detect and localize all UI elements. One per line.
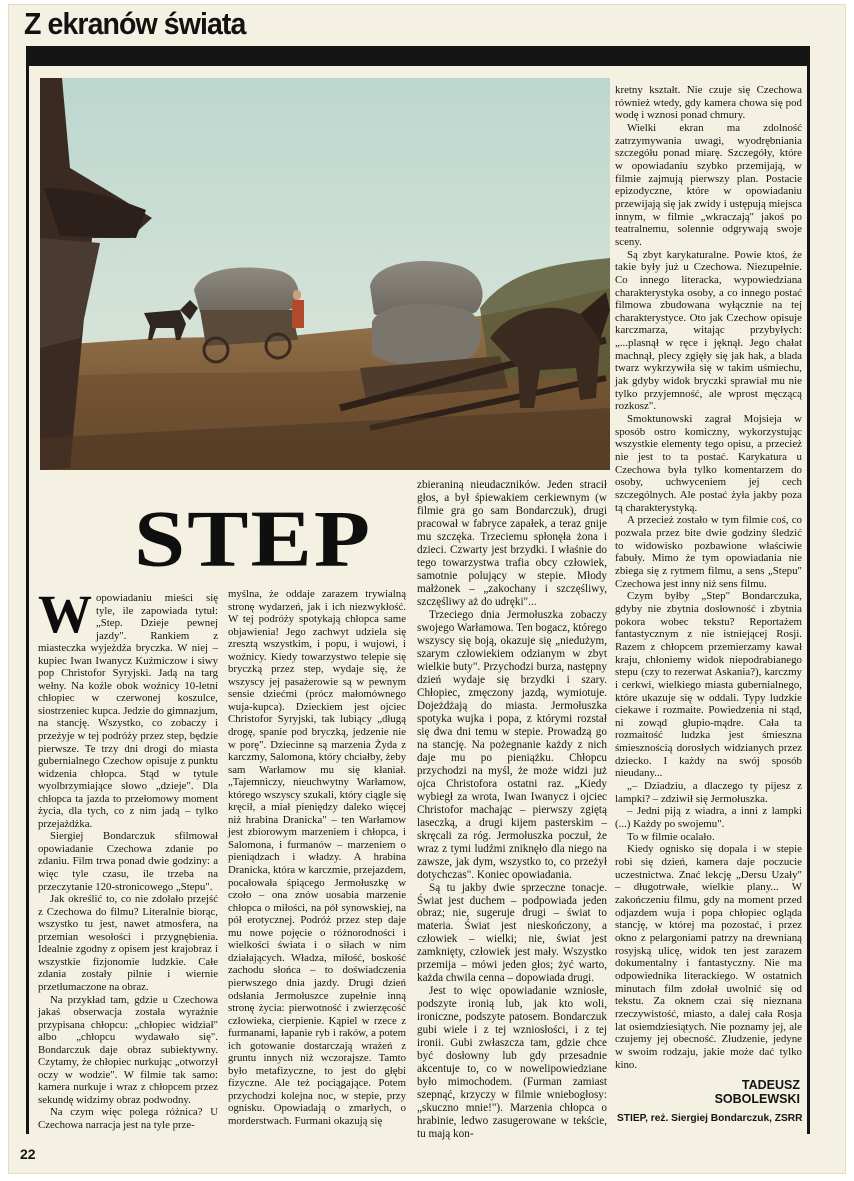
author-signature (680, 1078, 800, 1106)
text-column-4 (615, 84, 802, 1071)
paragraph: Są zbyt karykaturalne. Powie ktoś, że takie były już u Czechowa. Niezupełnie. Co innego literacka, wypowiedziana charakterystyka osoby, a co innego postać filmowa zbudowana wyłącznie na tej charakterystyce. Oto jak Czechow opisuje karczmarza, witając przybyłych: „...plasnął w ręce i jęknął. Jego chałat machnął, plecy zgięły się jak hak, a blada twarz wykrzywiła się w takim uśmiechu, jak gdyby widok bryczki sprawiał mu nie tylko przyjemność, ale wprost męczącą rozkosz". (615, 248, 802, 413)
paragraph: Jest to więc opowiadanie wzniosłe, podszyte ironią lub, jak kto woli, ironiczne, podszyte patosem. Bondarczuk gubi wiele i z tej wzniosłości, i z tej ironii. Gubi zwłaszcza tam, gdzie chce być dosłowny lub gdy przesadnie akcentuje to, co w nowelipowiedziane było mimochodem. (Furman zamiast szepnąć, krzyczy w filmie wniebogłosy: „skuczno mnie!"). Marzenia chłopca o hrabinie, ledwo zasugerowane w tekście, tu mają kon- (417, 985, 607, 1141)
paragraph: Trzeciego dnia Jermołuszka zobaczy swojego Warłamowa. Ten bogacz, którego wszyscy się boją, okazuje się „niedużym, szarym człowiekiem odzianym w zbyt wielkie buty". Przychodzi burza, następny dzień wydaje się brzydki i szary. Chłopiec, zmęczony jazdą, wymiotuje. Dojeżdżają do miasta. Jermołuszka spotyka wujka i popa, z którymi rozstał się dwa dni temu w stepie. Prowadzą go na stancję. Na pożegnanie każdy z nich daje mu po pieniążku. Chłopcu przychodzi na myśl, że może widzi już ojca Christofora ostatni raz. „Kiedy wybiegł za wrota, Iwan Iwanycz i ojciec Christofor machając – pierwszy zgiętą laseczką, a drugi kijem pasterskim – skręcali za róg. Jermołuszka poczuł, że wraz z tymi ludźmi zniknęło dla niego na zawsze, jak dym, wszystko to, co przeżył dotychczas". Koniec opowiadania. (417, 608, 607, 881)
paragraph: Są tu jakby dwie sprzeczne tonacje. Świat jest duchem – podpowiada jeden obraz; nie, sugeruje drugi – świat to materia. Świat jest nieskończony, a człowiek – wielki; nie, świat jest zamknięty, człowiek jest mały. Wszystko przemija – mówi jeden głos; żyć warto, każda chwila cenna – dopowiada drugi. (417, 881, 607, 985)
paragraph: „– Dziadziu, a dlaczego ty pijesz z lampki? – zdziwił się Jermołuszka. (615, 780, 802, 805)
top-rule-bar (26, 46, 810, 66)
section-header: Z ekranów świata (24, 6, 246, 41)
film-still-photo (40, 78, 610, 470)
article-title: STEP (133, 493, 373, 583)
paragraph: Siergiej Bondarczuk sfilmował opowiadanie Czechowa zdanie po zdaniu. Film trwa ponad dwie godziny: a więc tyle czasu, ile trzeba na przeczytanie 120-stronicowego „Stepu". (38, 830, 218, 893)
paragraph: Na przykład tam, gdzie u Czechowa jakaś obserwacja została wyraźnie przypisana chłopcu: „chłopiec widział" albo „chłopcu wydawało się". Bondarczuk daje obraz subiektywny. Czytamy, że chłopiec nurkując „otworzył oczy w wodzie". W filmie tak samo: kamera nurkuje i wraz z chłopcem przez sekundę widzimy obraz podwodny. (38, 993, 218, 1106)
text-column-2 (228, 588, 406, 1128)
right-frame-rule (807, 46, 810, 1134)
page-number: 22 (20, 1146, 36, 1162)
text-column-3 (417, 479, 607, 1141)
paragraph: zbieraniną nieudaczników. Jeden stracił głos, a był śpiewakiem cerkiewnym (w filmie gra go sam Bondarczuk), drugi pracował w fabryce zapałek, a teraz gnije mu szczęka. Trzeciemu spłonęła żona i dzieci. Czwarty jest brzydki. I właśnie do tego towarzystwa trafia obcy człowiek, samotnie polujący w stepie. Młody małżonek – „zakochany i szczęśliwy, szczęśliwy aż do udręki"... (417, 479, 607, 608)
paragraph: Wielki ekran ma zdolność zatrzymywania uwagi, wyodrębniania szczegółu ponad miarę. Szczegóły, które w opowiadaniu szybko przemijają, w filmie zajmują pierwszy plan. Postacie epizodyczne, które w opowiadaniu przewijają się jak zwidy i ustępują miejsca innym, w filmie „wkraczają" jakoś po teatralnemu, solennie odgrywają swoje sceny. (615, 121, 802, 248)
paragraph: Na czym więc polega różnica? U Czechowa narracja jest na tyle prze- (38, 1106, 218, 1131)
paragraph: myślna, że oddaje zarazem trywialną stronę wydarzeń, jak i ich niezwykłość. W tej podróży spotykają chłopca same objawienia! Jego zachwyt udziela się zresztą wszystkim, i popu, i wujowi, i woźnicy. Kiedy towarzystwo telepie się bryczką przez step, wydaje się, że wszyscy jej pasażerowie są w pewnym sensie dziećmi (prócz małomównego wuja-kupca). Dzieckiem jest ojciec Christofor Syryjski, tak lubiący „długą drogę, spanie pod bryczką, jedzenie nie w porę". Dziecinne są marzenia Żyda z karczmy, Salomona, który chciałby, żeby sam Warłamow mu się kłaniał. „Tajemniczy, nieuchwytny Warłamow, którego wszyscy szukali, który ciągle się kręcił, a miał pieniędzy daleko więcej niż hrabina Dranicka" – ten Warłamow jest zbiorowym marzeniem i chłopca, i Salomona, i furmanów – marzeniem o pieniądzach i władzy. A hrabina Dranicka, która w karczmie, przejazdem, pocałowała śpiącego Jermołuszkę w czoło – ona znów uosabia marzenie chłopca o miłości, na pół synowskiej, na pół erotycznej. Podróż przez step daje mu nowe pojęcie o różnorodności i wielkości świata i o siłach w nim działających. Władza, miłość, boskość zachodu słońca – to doświadczenia pierwszego dnia jazdy. Drugi dzień odsłania Jermołuszce zupełnie inną stronę życia: pierwotność i zwierzęcość człowieka, cierpienie. Kąpiel w rzece z furmanami, łapanie ryb i raków, a potem ich gotowanie dostarczają wrażeń z gruntu innych niż wczorajsze. Tamto było metafizyczne, to jest do głębi fizyczne. Ale też pociągające. Potem przychodzi kolejna noc, w stepie, przy ognisku. Opowiadają o zmarłych, o morderstwach. Furmani okazują się (228, 588, 406, 1127)
paragraph: To w filmie ocalało. (627, 830, 715, 843)
film-credits: STIEP, reż. Siergiej Bondarczuk, ZSRR (617, 1113, 803, 1124)
paragraph: A przecież zostało w tym filmie coś, co pozwala przez bite dwie godziny śledzić to widowisko pozbawione właściwie fabuły. Mimo że tym opowiadania nie zbiega się z rytmem filmu, a sens „Stepu" Czechowa jest inny niż sens filmu. (615, 514, 802, 590)
paragraph: Smoktunowski zagrał Mojsieja w sposób ostro komiczny, wykorzystując wszystkie elementy tego opisu, a przecież nie jest to ta postać. Karykatura u Czechowa była tylko komentarzem do osoby, uchwyceniem jej cech szczególnych. Ale postać żyła jakby poza tą charakterystyką. (615, 413, 802, 514)
text-column-1 (38, 584, 218, 1132)
left-frame-rule (26, 46, 29, 1134)
author-last-name: SOBOLEWSKI (714, 1092, 800, 1106)
author-first-name: TADEUSZ (741, 1078, 800, 1092)
paragraph: Czym byłby „Step" Bondarczuka, gdyby nie zbytnia dosłowność i zbytnia pokora wobec tekstu? Reportażem fantastycznym z nie istniejącej Rosji. Razem z chłopcem przemierzamy kawał kraju, chłoniemy widok niepodrabianego stepu (czy to rezerwat Askania?), karczmy i cerkwi, wielkiego miasta gubernialnego, które ukazuje się w oddali. Typy ludzkie ciekawe i rozmaite. Powiedzenia ni stąd, ni zowąd głupio-mądre. Cała ta rozmaitość ludzka jest śmieszna śmiesznością dorosłych widzianych przez dziecko. I każdy na swój sposób nieudany... (615, 590, 802, 780)
paragraph: Kiedy ognisko się dopala i w stepie robi się dzień, kamera daje poczucie uczestnictwa. Znać lekcję „Dersu Uzały" – długotrwałe, wielkie plany... W zakończeniu filmu, gdy na moment przed odjazdem wuja i popa chłopiec ogląda stancję, w której ma pozostać, i przez okno z pelargoniami patrzy na drewnianą rosyjską ulicę, widok ten jest zarazem dokumentalny i fantastyczny. Nie ma odpowiednika literackiego. W ostatnich minutach film zdołał uwolnić się od tekstu. Za oknem czai się nieznana rzeczywistość, miasto, a dalej cała Rosja lat osiemdziesiątych. Nie poznamy jej, ale czujemy jej obecność. Złudzenie, jedyne w swoim rodzaju, jakie może dać tylko kino. (615, 843, 802, 1071)
paragraph: Jak określić to, co nie zdołało przejść z Czechowa do filmu? Literalnie biorąc, wszystko tu jest, nawet atmosfera, na przemian wesołości i przygnębienia. Idealnie zgodny z opisem jest krajobraz i wszystkie fizjonomie ludzkie. Całe zdania zostały pilnie i wiernie przetłumaczone na obraz. (38, 893, 218, 993)
paragraph: kretny kształt. Nie czuje się Czechowa również wtedy, gdy kamera chowa się pod wodę i wznosi ponad chmury. (615, 84, 802, 122)
drop-cap: W (38, 584, 92, 644)
paragraph: opowiadaniu mieści się tyle, ile zapowiada tytuł: „Step. Dzieje pewnej jazdy". Rankiem z miasteczka wyjeżdża bryczka. W niej – kupiec Iwan Iwanycz Kuźmiczow i siwy pop Christofor Syryjski. Jadą na targ wełny. Na koźle obok woźnicy 10-letni chłopiec w czerwonej koszulce, siostrzeniec kupca. Jedzie do gimnazjum, na stancję. Wszystko, co zobaczy i przeżyje w tej podróży przez step, będzie pierwsze. Te trzy dni drogi do miasta gubernialnego Czechow opisuje z punktu widzenia chłopca. Stąd w tytule wyolbrzymiające słowo „dzieje". Dla chłopca ta jazda to przełomowy moment życia, dla tych, co z nim jadą – tylko przejażdżka. (38, 592, 218, 830)
paragraph: – Jedni piją z wiadra, a inni z lampki (...) Każdy po swojemu". (615, 805, 802, 831)
